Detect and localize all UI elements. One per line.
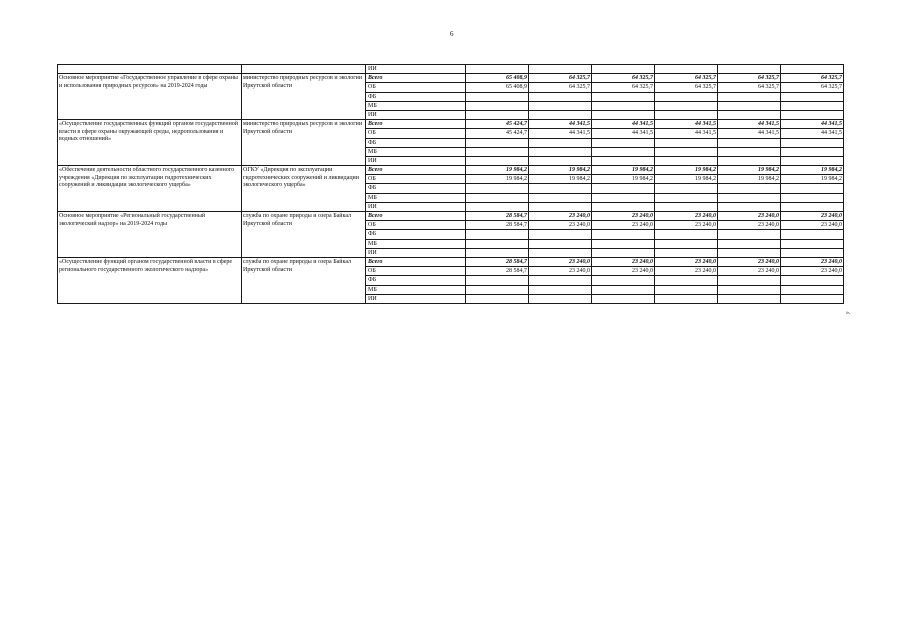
value-cell: 65 408,9 — [466, 74, 529, 83]
value-cell — [466, 230, 529, 239]
value-cell — [718, 65, 781, 74]
value-cell — [655, 147, 718, 156]
executor-cell: служба по охране природы и озера Байкал Иркутской области — [242, 212, 366, 258]
value-cell — [466, 101, 529, 110]
value-cell: 44 341,5 — [718, 120, 781, 129]
value-cell: 64 325,7 — [781, 74, 844, 83]
value-cell: 19 984,2 — [466, 175, 529, 184]
value-cell — [529, 92, 592, 101]
value-cell — [466, 138, 529, 147]
value-cell: 64 325,7 — [718, 74, 781, 83]
funding-source-cell: МБ — [366, 193, 466, 202]
value-cell — [718, 92, 781, 101]
executor-cell: ОГКУ «Дирекция по эксплуатации гидротехнических сооружений и ликвидации экологического ущерба» — [242, 166, 366, 212]
value-cell — [529, 248, 592, 257]
value-cell: 28 584,7 — [466, 212, 529, 221]
value-cell — [718, 285, 781, 294]
value-cell — [655, 184, 718, 193]
value-cell — [781, 65, 844, 74]
value-cell — [781, 110, 844, 119]
value-cell: 28 584,7 — [466, 267, 529, 276]
value-cell — [529, 230, 592, 239]
value-cell — [781, 285, 844, 294]
value-cell — [529, 193, 592, 202]
budget-table-body — [58, 65, 844, 304]
value-cell — [655, 138, 718, 147]
value-cell — [592, 230, 655, 239]
value-cell — [781, 147, 844, 156]
value-cell — [466, 276, 529, 285]
value-cell — [718, 156, 781, 165]
value-cell: 44 341,5 — [592, 129, 655, 138]
value-cell — [529, 276, 592, 285]
empty-cell — [58, 65, 242, 74]
value-cell — [466, 147, 529, 156]
value-cell: 23 240,0 — [592, 257, 655, 266]
value-cell — [655, 110, 718, 119]
value-cell: 23 240,0 — [781, 212, 844, 221]
value-cell: 23 240,0 — [781, 221, 844, 230]
value-cell — [718, 230, 781, 239]
value-cell — [592, 239, 655, 248]
value-cell — [655, 202, 718, 211]
value-cell — [592, 285, 655, 294]
value-cell: 64 325,7 — [529, 83, 592, 92]
value-cell — [655, 294, 718, 303]
value-cell — [781, 239, 844, 248]
funding-source-cell: ИИ — [366, 202, 466, 211]
funding-source-cell: ИИ — [366, 65, 466, 74]
value-cell — [781, 193, 844, 202]
empty-cell — [242, 65, 366, 74]
value-cell: 28 584,7 — [466, 221, 529, 230]
value-cell: 19 984,2 — [466, 166, 529, 175]
value-cell — [655, 193, 718, 202]
funding-source-cell: Всего — [366, 120, 466, 129]
value-cell — [592, 184, 655, 193]
value-cell — [718, 193, 781, 202]
value-cell — [655, 285, 718, 294]
value-cell: 64 325,7 — [592, 83, 655, 92]
value-cell: 64 325,7 — [529, 74, 592, 83]
value-cell — [718, 184, 781, 193]
value-cell — [781, 184, 844, 193]
value-cell — [592, 101, 655, 110]
value-cell: 19 984,2 — [781, 166, 844, 175]
value-cell — [718, 239, 781, 248]
value-cell — [655, 248, 718, 257]
value-cell: 23 240,0 — [718, 267, 781, 276]
value-cell — [466, 294, 529, 303]
activity-name-cell: «Обеспечение деятельности областного государственного казенного учреждения «Дирекция по эксплуатации гидротехнических сооружений и ликвидации экологического ущерба» — [58, 166, 242, 212]
value-cell: 28 584,7 — [466, 257, 529, 266]
value-cell: 23 240,0 — [718, 221, 781, 230]
value-cell — [592, 138, 655, 147]
value-cell: 23 240,0 — [718, 212, 781, 221]
value-cell — [718, 147, 781, 156]
value-cell — [529, 239, 592, 248]
value-cell — [466, 110, 529, 119]
funding-source-cell: МБ — [366, 239, 466, 248]
value-cell: 44 341,5 — [529, 120, 592, 129]
value-cell: 19 984,2 — [529, 175, 592, 184]
executor-cell: министерство природных ресурсов и экологии Иркутской области — [242, 120, 366, 166]
value-cell: 65 408,9 — [466, 83, 529, 92]
value-cell — [655, 156, 718, 165]
value-cell: 64 325,7 — [655, 74, 718, 83]
funding-source-cell: ИИ — [366, 156, 466, 165]
table-row — [58, 74, 844, 83]
value-cell: 44 341,5 — [655, 120, 718, 129]
funding-source-cell: ФБ — [366, 230, 466, 239]
value-cell — [718, 248, 781, 257]
funding-source-cell: ОБ — [366, 129, 466, 138]
value-cell — [466, 239, 529, 248]
value-cell: 23 240,0 — [592, 267, 655, 276]
value-cell: 23 240,0 — [529, 212, 592, 221]
value-cell — [718, 110, 781, 119]
value-cell: 19 984,2 — [718, 175, 781, 184]
value-cell — [592, 65, 655, 74]
value-cell — [655, 101, 718, 110]
value-cell: 23 240,0 — [592, 221, 655, 230]
value-cell — [592, 193, 655, 202]
table-row — [58, 65, 844, 74]
value-cell — [529, 285, 592, 294]
table-row — [58, 120, 844, 129]
funding-source-cell: ИИ — [366, 110, 466, 119]
value-cell — [718, 202, 781, 211]
value-cell — [466, 193, 529, 202]
page-number: 6 — [450, 30, 454, 38]
value-cell — [592, 156, 655, 165]
value-cell: 64 325,7 — [781, 83, 844, 92]
funding-source-cell: Всего — [366, 166, 466, 175]
value-cell — [592, 92, 655, 101]
value-cell: 23 240,0 — [529, 257, 592, 266]
value-cell — [529, 156, 592, 165]
value-cell — [529, 65, 592, 74]
value-cell — [466, 184, 529, 193]
value-cell: 45 424,7 — [466, 129, 529, 138]
value-cell: 23 240,0 — [655, 212, 718, 221]
funding-source-cell: Всего — [366, 212, 466, 221]
value-cell — [529, 202, 592, 211]
value-cell — [781, 230, 844, 239]
value-cell — [655, 65, 718, 74]
value-cell: 19 984,2 — [655, 166, 718, 175]
value-cell — [592, 276, 655, 285]
value-cell — [781, 101, 844, 110]
table-row — [58, 212, 844, 221]
value-cell: 45 424,7 — [466, 120, 529, 129]
value-cell — [781, 248, 844, 257]
value-cell: 64 325,7 — [718, 83, 781, 92]
value-cell: 19 984,2 — [781, 175, 844, 184]
value-cell: 23 240,0 — [655, 257, 718, 266]
value-cell — [718, 294, 781, 303]
value-cell — [718, 276, 781, 285]
value-cell: 19 984,2 — [718, 166, 781, 175]
value-cell: 23 240,0 — [718, 257, 781, 266]
value-cell — [466, 202, 529, 211]
value-cell — [529, 147, 592, 156]
value-cell — [781, 276, 844, 285]
budget-table-wrapper — [57, 64, 844, 304]
value-cell: 64 325,7 — [592, 74, 655, 83]
value-cell: 44 341,5 — [781, 129, 844, 138]
funding-source-cell: ИИ — [366, 294, 466, 303]
value-cell — [781, 202, 844, 211]
value-cell: 19 984,2 — [592, 175, 655, 184]
value-cell — [655, 92, 718, 101]
activity-name-cell: Основное мероприятие «Региональный государственный экологический надзор» на 2019-2024 годы — [58, 212, 242, 258]
table-row — [58, 257, 844, 266]
value-cell: 19 984,2 — [592, 166, 655, 175]
value-cell — [529, 138, 592, 147]
value-cell: 23 240,0 — [781, 257, 844, 266]
funding-source-cell: ОБ — [366, 83, 466, 92]
activity-name-cell: «Осуществление государственных функций органом государственной власти в сфере охраны окружающей среды, недропользования и водных отношений» — [58, 120, 242, 166]
value-cell — [466, 248, 529, 257]
value-cell — [466, 65, 529, 74]
value-cell — [592, 147, 655, 156]
value-cell — [655, 276, 718, 285]
budget-table — [57, 64, 844, 304]
funding-source-cell: ФБ — [366, 276, 466, 285]
value-cell: 23 240,0 — [655, 221, 718, 230]
value-cell — [592, 202, 655, 211]
executor-cell: министерство природных ресурсов и экологии Иркутской области — [242, 74, 366, 120]
funding-source-cell: Всего — [366, 257, 466, 266]
funding-source-cell: ФБ — [366, 184, 466, 193]
value-cell — [655, 239, 718, 248]
value-cell — [592, 294, 655, 303]
value-cell — [466, 92, 529, 101]
value-cell — [718, 138, 781, 147]
value-cell: 23 240,0 — [529, 221, 592, 230]
value-cell — [466, 285, 529, 294]
value-cell: 23 240,0 — [781, 267, 844, 276]
funding-source-cell: ФБ — [366, 138, 466, 147]
value-cell: 23 240,0 — [592, 212, 655, 221]
executor-cell: служба по охране природы и озера Байкал Иркутской области — [242, 257, 366, 303]
funding-source-cell: ФБ — [366, 92, 466, 101]
value-cell — [781, 138, 844, 147]
funding-source-cell: ИИ — [366, 248, 466, 257]
value-cell: 44 341,5 — [529, 129, 592, 138]
value-cell: 19 984,2 — [529, 166, 592, 175]
activity-name-cell: Основное мероприятие «Государственное управление в сфере охраны и использования природных ресурсов» на 2019-2024 годы — [58, 74, 242, 120]
value-cell — [529, 101, 592, 110]
value-cell — [718, 101, 781, 110]
value-cell: 44 341,5 — [718, 129, 781, 138]
value-cell: 44 341,5 — [655, 129, 718, 138]
value-cell — [592, 110, 655, 119]
value-cell: 44 341,5 — [592, 120, 655, 129]
value-cell — [529, 184, 592, 193]
value-cell — [466, 156, 529, 165]
value-cell — [592, 248, 655, 257]
value-cell: 19 984,2 — [655, 175, 718, 184]
value-cell — [781, 294, 844, 303]
value-cell — [529, 294, 592, 303]
funding-source-cell: ОБ — [366, 175, 466, 184]
closing-mark: ». — [846, 310, 851, 316]
funding-source-cell: ОБ — [366, 221, 466, 230]
value-cell: 64 325,7 — [655, 83, 718, 92]
value-cell — [781, 92, 844, 101]
value-cell: 23 240,0 — [655, 267, 718, 276]
value-cell: 23 240,0 — [529, 267, 592, 276]
value-cell — [529, 110, 592, 119]
table-row — [58, 166, 844, 175]
value-cell: 44 341,5 — [781, 120, 844, 129]
funding-source-cell: МБ — [366, 147, 466, 156]
value-cell — [781, 156, 844, 165]
funding-source-cell: МБ — [366, 101, 466, 110]
funding-source-cell: ОБ — [366, 267, 466, 276]
value-cell — [655, 230, 718, 239]
funding-source-cell: МБ — [366, 285, 466, 294]
funding-source-cell: Всего — [366, 74, 466, 83]
activity-name-cell: «Осуществление функций органом государственной власти в сфере регионального государственного экологического надзора» — [58, 257, 242, 303]
